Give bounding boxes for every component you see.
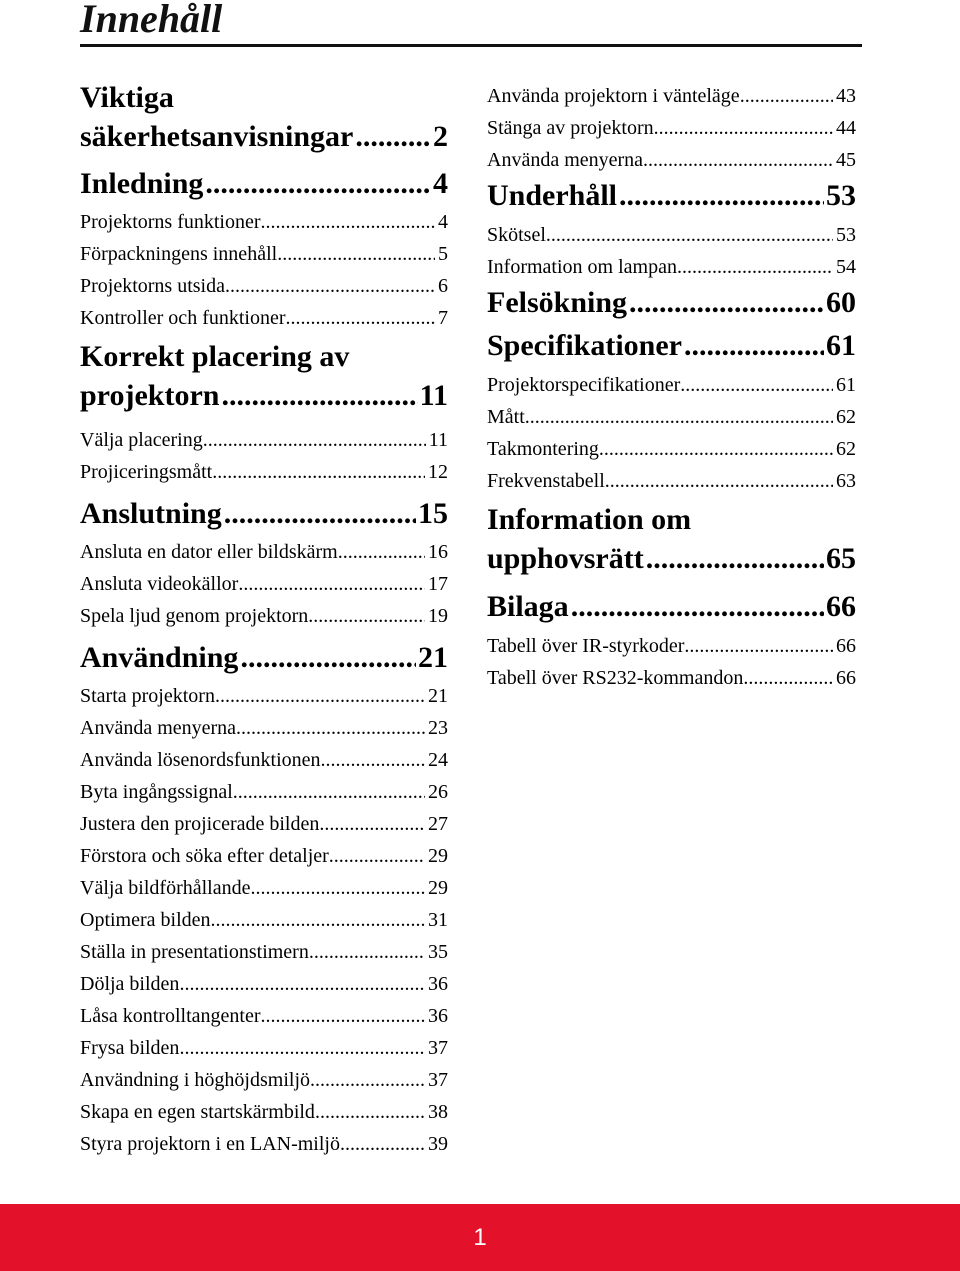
entry-label: Frysa bilden (80, 1037, 180, 1059)
entry-label: Förstora och söka efter detaljer (80, 845, 329, 867)
entry-page-number: 26 (428, 781, 448, 803)
section-page-number: 66 (826, 590, 856, 623)
entry-page-number: 53 (836, 224, 856, 246)
entry-page-number: 12 (428, 461, 448, 483)
entry-label: Frekvenstabell (487, 470, 605, 492)
section-page-number: 65 (826, 542, 856, 575)
entry-page-number: 35 (428, 941, 448, 963)
entry-label: Välja bildförhållande (80, 877, 251, 899)
dot-leader (261, 1000, 426, 1032)
entry-page-number: 45 (836, 149, 856, 171)
toc-entry[interactable] (80, 872, 448, 904)
entry-page-number: 31 (428, 909, 448, 931)
dot-leader (338, 536, 425, 568)
entry-label: Kontroller och funktioner (80, 307, 286, 329)
toc-entry[interactable] (80, 456, 448, 488)
dot-leader (605, 465, 833, 497)
toc-section-heading[interactable] (487, 587, 856, 627)
entry-label: Projiceringsmått (80, 461, 213, 483)
dot-leader (340, 1128, 425, 1160)
section-page-number: 61 (826, 329, 856, 362)
toc-entry[interactable] (80, 904, 448, 936)
entry-page-number: 37 (428, 1069, 448, 1091)
entry-label: Dölja bilden (80, 973, 180, 995)
entry-label: Optimera bilden (80, 909, 211, 931)
entry-page-number: 36 (428, 973, 448, 995)
section-page-number: 53 (826, 179, 856, 212)
dot-leader (684, 630, 833, 662)
toc-entry[interactable] (80, 1096, 448, 1128)
toc-entry[interactable] (80, 936, 448, 968)
dot-leader (315, 1096, 425, 1128)
dot-leader (525, 401, 833, 433)
entry-page-number: 6 (438, 275, 448, 297)
toc-entry[interactable] (80, 568, 448, 600)
toc-entry[interactable] (80, 1064, 448, 1096)
page-number: 1 (473, 1224, 487, 1251)
entry-page-number: 17 (428, 573, 448, 595)
section-title-line: Bilaga (487, 590, 569, 623)
toc-section-heading[interactable] (487, 500, 856, 578)
entry-page-number: 16 (428, 541, 448, 563)
toc-section-heading[interactable] (80, 337, 448, 415)
entry-page-number: 19 (428, 605, 448, 627)
toc-right-column (487, 80, 856, 694)
entry-page-number: 61 (836, 374, 856, 396)
dot-leader (321, 744, 425, 776)
dot-leader (215, 680, 425, 712)
toc-entry[interactable] (487, 662, 856, 694)
dot-leader (179, 1032, 425, 1064)
entry-label: Projektorns utsida (80, 275, 225, 297)
toc-section-heading[interactable] (80, 165, 448, 203)
entry-page-number: 62 (836, 438, 856, 460)
entry-page-number: 43 (836, 85, 856, 107)
entry-page-number: 44 (836, 117, 856, 139)
dot-leader (277, 238, 435, 270)
toc-entry[interactable] (487, 465, 856, 497)
toc-entry[interactable] (487, 401, 856, 433)
toc-entry[interactable] (80, 744, 448, 776)
entry-label: Mått (487, 406, 525, 428)
toc-entry[interactable] (487, 369, 856, 401)
toc-entry[interactable] (80, 968, 448, 1000)
toc-section-heading[interactable] (80, 639, 448, 677)
dot-leader (212, 456, 425, 488)
dot-leader (308, 600, 425, 632)
title-divider (80, 44, 862, 47)
dot-leader (319, 808, 425, 840)
dot-leader (743, 662, 833, 694)
entry-label: Projektorns funktioner (80, 211, 261, 233)
entry-label: Välja placering (80, 429, 203, 451)
section-title-line: Information om (487, 503, 692, 536)
toc-entry[interactable] (487, 219, 856, 251)
toc-entry[interactable] (80, 270, 448, 302)
entry-page-number: 36 (428, 1005, 448, 1027)
toc-entry[interactable] (80, 238, 448, 270)
entry-page-number: 37 (428, 1037, 448, 1059)
entry-page-number: 21 (428, 685, 448, 707)
entry-page-number: 62 (836, 406, 856, 428)
entry-label: Starta projektorn (80, 685, 215, 707)
entry-page-number: 66 (836, 667, 856, 689)
entry-label: Styra projektorn i en LAN-miljö (80, 1133, 340, 1155)
entry-label: Justera den projicerade bilden (80, 813, 320, 835)
entry-page-number: 63 (836, 470, 856, 492)
entry-page-number: 24 (428, 749, 448, 771)
toc-entry[interactable] (80, 712, 448, 744)
section-title-line: Anslutning (80, 497, 222, 530)
dot-leader (240, 639, 416, 677)
section-page-number: 21 (418, 641, 448, 674)
dot-leader (251, 872, 426, 904)
dot-leader (571, 587, 824, 627)
entry-label: Förpackningens innehåll (80, 243, 278, 265)
section-page-number: 2 (433, 120, 448, 153)
toc-entry[interactable] (80, 600, 448, 632)
entry-page-number: 23 (428, 717, 448, 739)
entry-label: Användning i höghöjdsmiljö (80, 1069, 310, 1091)
dot-leader (203, 424, 426, 456)
entry-page-number: 27 (428, 813, 448, 835)
entry-page-number: 7 (438, 307, 448, 329)
entry-page-number: 29 (428, 845, 448, 867)
section-title-line: Inledning (80, 167, 204, 200)
entry-page-number: 66 (836, 635, 856, 657)
entry-label: Projektorspecifikationer (487, 374, 681, 396)
dot-leader (179, 968, 425, 1000)
entry-page-number: 39 (428, 1133, 448, 1155)
toc-entry[interactable] (80, 776, 448, 808)
entry-label: Ansluta en dator eller bildskärm (80, 541, 338, 563)
toc-entry[interactable] (80, 536, 448, 568)
entry-label: Ansluta videokällor (80, 573, 239, 595)
toc-entry[interactable] (487, 112, 856, 144)
entry-label: Använda menyerna (487, 149, 644, 171)
dot-leader (211, 904, 425, 936)
entry-page-number: 29 (428, 877, 448, 899)
section-title-line: Användning (80, 641, 239, 674)
page-footer (0, 1204, 960, 1271)
entry-label: Tabell över IR-styrkoder (487, 635, 685, 657)
entry-page-number: 11 (428, 429, 448, 451)
toc-entry[interactable] (80, 808, 448, 840)
section-title-line: Specifikationer (487, 329, 682, 362)
toc-entry[interactable] (487, 630, 856, 662)
toc-section-heading[interactable] (487, 283, 856, 323)
dot-leader (643, 144, 833, 176)
dot-leader (225, 270, 435, 302)
toc-entry[interactable] (80, 206, 448, 238)
toc-entry[interactable] (487, 433, 856, 465)
toc-entry[interactable] (487, 80, 856, 112)
entry-label: Använda menyerna (80, 717, 237, 739)
toc-left-column (80, 78, 448, 1160)
entry-label: Skötsel (487, 224, 546, 246)
entry-label: Byta ingångssignal (80, 781, 233, 803)
dot-leader (355, 117, 431, 156)
toc-entry[interactable] (80, 840, 448, 872)
dot-leader (680, 369, 833, 401)
toc-entry[interactable] (80, 424, 448, 456)
dot-leader (546, 219, 833, 251)
dot-leader (236, 712, 425, 744)
dot-leader (646, 539, 824, 578)
toc-entry[interactable] (487, 144, 856, 176)
entry-label: Ställa in presentationstimern (80, 941, 309, 963)
dot-leader (238, 568, 425, 600)
toc-entry[interactable] (487, 251, 856, 283)
section-title-line: Viktiga (80, 81, 174, 114)
dot-leader (205, 165, 431, 203)
dot-leader (329, 840, 425, 872)
entry-page-number: 5 (438, 243, 448, 265)
dot-leader (224, 495, 416, 533)
toc-section-heading[interactable] (80, 78, 448, 156)
toc-entry[interactable] (80, 1000, 448, 1032)
section-title-line: Korrekt placering av (80, 340, 350, 373)
dot-leader (309, 936, 425, 968)
section-page-number: 60 (826, 286, 856, 319)
toc-entry[interactable] (80, 302, 448, 334)
dot-leader (619, 176, 824, 216)
dot-leader (740, 80, 833, 112)
entry-label: Använda lösenordsfunktionen (80, 749, 321, 771)
dot-leader (629, 283, 824, 323)
entry-page-number: 4 (438, 211, 448, 233)
dot-leader (310, 1064, 425, 1096)
toc-section-heading[interactable] (80, 495, 448, 533)
section-title-line: upphovsrätt (487, 542, 644, 575)
section-title-line: Felsökning (487, 286, 628, 319)
dot-leader (654, 112, 833, 144)
entry-label: Spela ljud genom projektorn (80, 605, 309, 627)
section-title-line: projektorn (80, 379, 220, 412)
section-page-number: 4 (433, 167, 448, 200)
toc-entry[interactable] (80, 1128, 448, 1160)
entry-page-number: 38 (428, 1101, 448, 1123)
dot-leader (233, 776, 425, 808)
entry-page-number: 54 (836, 256, 856, 278)
dot-leader (221, 376, 417, 415)
dot-leader (286, 302, 436, 334)
page-title: Innehåll (80, 0, 223, 41)
section-title-line: Underhåll (487, 179, 618, 212)
section-page-number: 11 (419, 379, 448, 412)
dot-leader (684, 326, 824, 366)
section-title-line: säkerhetsanvisningar (80, 120, 354, 153)
entry-label: Stänga av projektorn (487, 117, 654, 139)
section-page-number: 15 (418, 497, 448, 530)
toc-entry[interactable] (80, 1032, 448, 1064)
dot-leader (599, 433, 833, 465)
toc-section-heading[interactable] (487, 176, 856, 216)
entry-label: Låsa kontrolltangenter (80, 1005, 261, 1027)
entry-label: Information om lampan (487, 256, 677, 278)
entry-label: Skapa en egen startskärmbild (80, 1101, 315, 1123)
entry-label: Takmontering (487, 438, 599, 460)
toc-entry[interactable] (80, 680, 448, 712)
entry-label: Tabell över RS232-kommandon (487, 667, 744, 689)
toc-section-heading[interactable] (487, 326, 856, 366)
entry-label: Använda projektorn i vänteläge (487, 85, 740, 107)
dot-leader (677, 251, 833, 283)
dot-leader (261, 206, 435, 238)
